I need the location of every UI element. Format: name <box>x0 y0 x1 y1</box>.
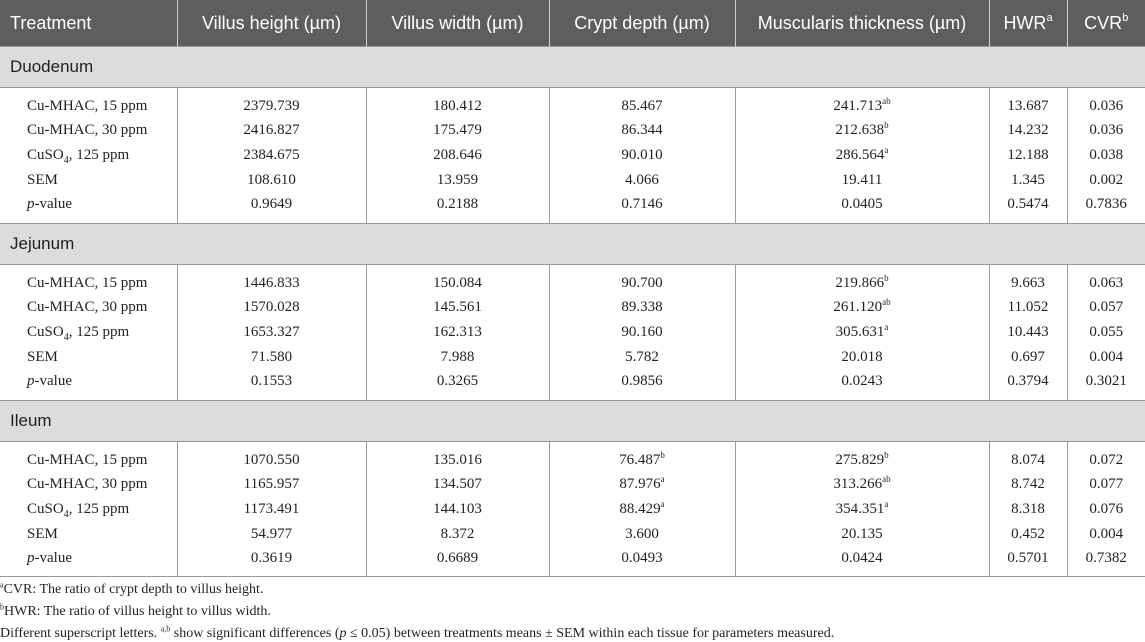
cell-hwr: 0.5474 <box>989 192 1067 223</box>
cell-hwr: 0.452 <box>989 522 1067 547</box>
cell-villus-width: 162.313 <box>366 320 549 345</box>
cell-crypt-depth: 4.066 <box>549 168 735 193</box>
section-row-ileum <box>0 400 1145 441</box>
table-row <box>0 119 1145 144</box>
row-label: CuSO$_4$, 125 ppm <box>27 146 130 166</box>
cell-cvr: 0.072 <box>1067 441 1145 472</box>
cell-muscularis-thickness: 275.829$^b$ <box>735 441 989 472</box>
cell-villus-height: 0.9649 <box>177 192 366 223</box>
cell-hwr: 9.663 <box>989 264 1067 295</box>
cell-villus-height: 0.1553 <box>177 369 366 400</box>
cell-cvr: 0.002 <box>1067 168 1145 193</box>
cell-villus-height: 2384.675 <box>177 143 366 168</box>
table-row <box>0 522 1145 547</box>
cell-villus-height: 2416.827 <box>177 119 366 144</box>
cell-hwr: 11.052 <box>989 296 1067 321</box>
cell-villus-height: 108.610 <box>177 168 366 193</box>
table-row <box>0 345 1145 370</box>
row-label: Cu-MHAC, 30 ppm <box>27 476 148 493</box>
cell-crypt-depth: 85.467 <box>549 88 735 119</box>
cell-crypt-depth: 87.976$^a$ <box>549 473 735 498</box>
row-label: SEM <box>27 525 58 542</box>
cell-muscularis-thickness: 0.0424 <box>735 546 989 577</box>
cell-villus-width: 144.103 <box>366 497 549 522</box>
row-label: CuSO$_4$, 125 ppm <box>27 500 130 520</box>
row-label: Cu-MHAC, 15 ppm <box>27 451 148 468</box>
cell-muscularis-thickness: 212.638$^b$ <box>735 119 989 144</box>
footnote-cvr: $^a$CVR: The ratio of crypt depth to villus height. <box>0 580 264 597</box>
cell-villus-width: 0.6689 <box>366 546 549 577</box>
header-muscularis-thickness: Muscularis thickness (µm) <box>735 0 989 47</box>
cell-muscularis-thickness: 313.266$^{ab}$ <box>735 473 989 498</box>
row-label: Cu-MHAC, 30 ppm <box>27 299 148 316</box>
cell-cvr: 0.3021 <box>1067 369 1145 400</box>
cell-muscularis-thickness: 19.411 <box>735 168 989 193</box>
cell-crypt-depth: 89.338 <box>549 296 735 321</box>
cell-villus-width: 0.2188 <box>366 192 549 223</box>
cell-muscularis-thickness: 305.631$^a$ <box>735 320 989 345</box>
row-label: p-value <box>27 550 72 567</box>
table-row <box>0 546 1145 577</box>
cell-cvr: 0.7836 <box>1067 192 1145 223</box>
cell-villus-height: 71.580 <box>177 345 366 370</box>
cell-villus-width: 180.412 <box>366 88 549 119</box>
cell-crypt-depth: 0.7146 <box>549 192 735 223</box>
cell-muscularis-thickness: 0.0405 <box>735 192 989 223</box>
cell-cvr: 0.063 <box>1067 264 1145 295</box>
footnote-hwr: $^b$HWR: The ratio of villus height to villus width. <box>0 602 271 619</box>
section-row-jejunum <box>0 223 1145 264</box>
cell-cvr: 0.076 <box>1067 497 1145 522</box>
header-crypt-depth: Crypt depth (µm) <box>549 0 735 47</box>
cell-crypt-depth: 88.429$^a$ <box>549 497 735 522</box>
section-title: Duodenum <box>0 47 1145 88</box>
cell-villus-width: 208.646 <box>366 143 549 168</box>
table-row <box>0 369 1145 400</box>
cell-hwr: 0.5701 <box>989 546 1067 577</box>
header-villus-height: Villus height (µm) <box>177 0 366 47</box>
cell-hwr: 10.443 <box>989 320 1067 345</box>
table-row <box>0 296 1145 321</box>
section-title: Ileum <box>0 400 1145 441</box>
cell-cvr: 0.055 <box>1067 320 1145 345</box>
cell-muscularis-thickness: 219.866$^b$ <box>735 264 989 295</box>
cell-cvr: 0.077 <box>1067 473 1145 498</box>
row-label: Cu-MHAC, 15 ppm <box>27 97 148 114</box>
cell-muscularis-thickness: 20.135 <box>735 522 989 547</box>
cell-cvr: 0.7382 <box>1067 546 1145 577</box>
cell-crypt-depth: 90.160 <box>549 320 735 345</box>
cell-hwr: 12.188 <box>989 143 1067 168</box>
cell-villus-height: 1653.327 <box>177 320 366 345</box>
cell-villus-height: 54.977 <box>177 522 366 547</box>
row-label: SEM <box>27 348 58 365</box>
cell-hwr: 13.687 <box>989 88 1067 119</box>
cell-villus-width: 8.372 <box>366 522 549 547</box>
header-treatment: Treatment <box>0 0 177 47</box>
cell-crypt-depth: 3.600 <box>549 522 735 547</box>
cell-muscularis-thickness: 286.564$^a$ <box>735 143 989 168</box>
cell-crypt-depth: 86.344 <box>549 119 735 144</box>
cell-villus-width: 175.479 <box>366 119 549 144</box>
cell-villus-width: 134.507 <box>366 473 549 498</box>
cell-villus-width: 135.016 <box>366 441 549 472</box>
cell-villus-height: 0.3619 <box>177 546 366 577</box>
table-row <box>0 192 1145 223</box>
header-hwr: HWR$^a$ <box>989 0 1067 47</box>
table-row <box>0 497 1145 522</box>
cell-cvr: 0.038 <box>1067 143 1145 168</box>
cell-cvr: 0.004 <box>1067 345 1145 370</box>
table-row <box>0 441 1145 472</box>
cell-villus-width: 145.561 <box>366 296 549 321</box>
cell-cvr: 0.057 <box>1067 296 1145 321</box>
cell-cvr: 0.036 <box>1067 88 1145 119</box>
row-label: SEM <box>27 171 58 188</box>
cell-muscularis-thickness: 0.0243 <box>735 369 989 400</box>
cell-crypt-depth: 5.782 <box>549 345 735 370</box>
cell-villus-height: 2379.739 <box>177 88 366 119</box>
row-label: p-value <box>27 196 72 213</box>
table-row <box>0 168 1145 193</box>
footnote-significance: Different superscript letters. $^{a,b}$ show significant differences (p ≤ 0.05) between treatments means ± SEM within each tissue for parameters measured. <box>0 624 835 641</box>
cell-villus-height: 1070.550 <box>177 441 366 472</box>
cell-villus-width: 0.3265 <box>366 369 549 400</box>
cell-crypt-depth: 0.9856 <box>549 369 735 400</box>
cell-hwr: 0.3794 <box>989 369 1067 400</box>
cell-villus-height: 1165.957 <box>177 473 366 498</box>
cell-hwr: 8.318 <box>989 497 1067 522</box>
table-bottom-rule <box>0 576 1145 577</box>
cell-hwr: 8.742 <box>989 473 1067 498</box>
row-label: Cu-MHAC, 15 ppm <box>27 274 148 291</box>
cell-muscularis-thickness: 241.713$^{ab}$ <box>735 88 989 119</box>
cell-hwr: 8.074 <box>989 441 1067 472</box>
cell-crypt-depth: 76.487$^b$ <box>549 441 735 472</box>
section-title: Jejunum <box>0 223 1145 264</box>
cell-villus-height: 1570.028 <box>177 296 366 321</box>
cell-villus-height: 1173.491 <box>177 497 366 522</box>
row-label: Cu-MHAC, 30 ppm <box>27 122 148 139</box>
cell-hwr: 14.232 <box>989 119 1067 144</box>
cell-hwr: 1.345 <box>989 168 1067 193</box>
table-row <box>0 88 1145 119</box>
row-label: CuSO$_4$, 125 ppm <box>27 323 130 343</box>
cell-muscularis-thickness: 354.351$^a$ <box>735 497 989 522</box>
cell-villus-width: 150.084 <box>366 264 549 295</box>
cell-crypt-depth: 0.0493 <box>549 546 735 577</box>
cell-hwr: 0.697 <box>989 345 1067 370</box>
cell-cvr: 0.036 <box>1067 119 1145 144</box>
table-row <box>0 473 1145 498</box>
row-label: p-value <box>27 373 72 390</box>
cell-cvr: 0.004 <box>1067 522 1145 547</box>
table-row <box>0 264 1145 295</box>
section-row-duodenum <box>0 47 1145 88</box>
cell-muscularis-thickness: 261.120$^{ab}$ <box>735 296 989 321</box>
table-row <box>0 143 1145 168</box>
cell-villus-width: 13.959 <box>366 168 549 193</box>
cell-muscularis-thickness: 20.018 <box>735 345 989 370</box>
cell-villus-height: 1446.833 <box>177 264 366 295</box>
cell-villus-width: 7.988 <box>366 345 549 370</box>
header-cvr: CVR$^b$ <box>1067 0 1145 47</box>
cell-crypt-depth: 90.010 <box>549 143 735 168</box>
header-row <box>0 0 1145 47</box>
table-row <box>0 320 1145 345</box>
header-villus-width: Villus width (µm) <box>366 0 549 47</box>
cell-crypt-depth: 90.700 <box>549 264 735 295</box>
